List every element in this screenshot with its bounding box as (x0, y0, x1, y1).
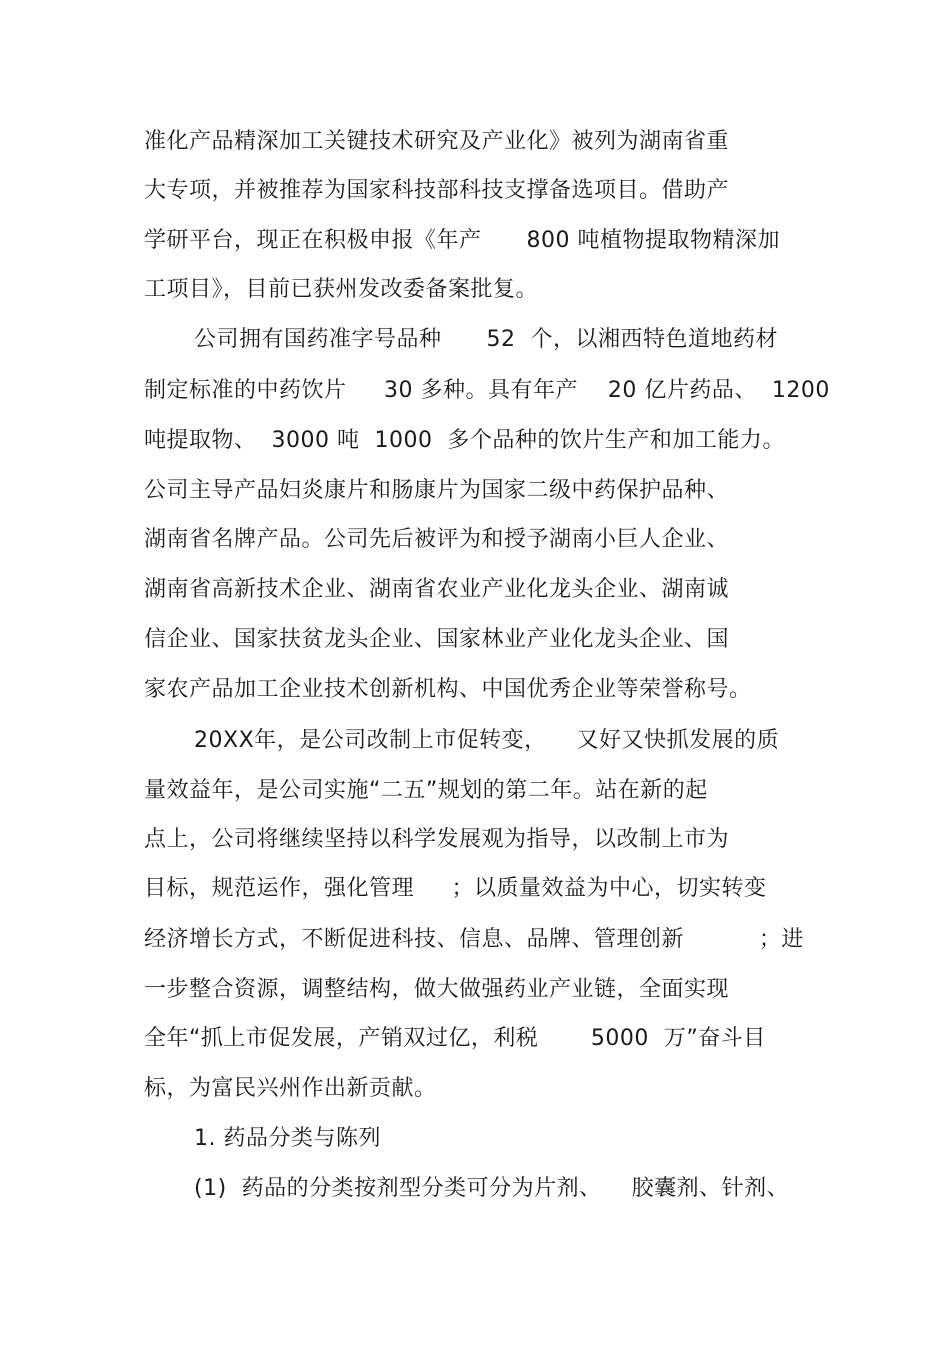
text-line: 公司拥有国药准字号品种 52 个，以湘西特色道地药材 (194, 327, 778, 352)
text-line: 湖南省名牌产品。公司先后被评为和授予湖南小巨人企业、 (144, 527, 730, 552)
text-line: (1) 药品的分类按剂型分类可分为片剂、 胶囊剂、针剂、 (194, 1176, 790, 1201)
text-line: 一步整合资源，调整结构，做大做强药业产业链，全面实现 (144, 977, 730, 1002)
text-line: 经济增长方式，不断促进科技、信息、品牌、管理创新 ；进 (144, 927, 804, 952)
text-line: 20XX年，是公司改制上市促转变， 又好又快抓发展的质 (194, 728, 780, 753)
text-line: 湖南省高新技术企业、湖南省农业产业化龙头企业、湖南诚 (144, 577, 730, 602)
text-line: 量效益年，是公司实施“二五”规划的第二年。站在新的起 (144, 778, 708, 803)
text-line: 点上，公司将继续坚持以科学发展观为指导，以改制上市为 (144, 827, 730, 852)
text-line: 大专项，并被推荐为国家科技部科技支撑备选项目。借助产 (144, 178, 730, 203)
text-line: 公司主导产品妇炎康片和肠康片为国家二级中药保护品种、 (144, 478, 730, 503)
text-line: 家农产品加工企业技术创新机构、中国优秀企业等荣誉称号。 (144, 677, 752, 702)
text-line: 吨提取物、 3000 吨 1000 多个品种的饮片生产和加工能力。 (144, 428, 785, 453)
section-heading: 1. 药品分类与陈列 (194, 1126, 381, 1151)
text-line: 目标，规范运作，强化管理 ；以质量效益为中心，切实转变 (144, 876, 767, 901)
text-line: 制定标准的中药饮片 30 多种。具有年产 20 亿片药品、 1200 (144, 378, 830, 403)
text-line: 全年“抓上市促发展，产销双过亿，利税 5000 万”奋斗目 (144, 1026, 766, 1051)
text-line: 工项目》，目前已获州发改委备案批复。 (144, 277, 539, 302)
text-line: 标，为富民兴州作出新贡献。 (144, 1076, 437, 1101)
text-line: 学研平台，现正在积极申报《年产 800 吨植物提取物精深加 (144, 228, 780, 253)
text-line: 信企业、国家扶贫龙头企业、国家林业产业化龙头企业、国 (144, 627, 730, 652)
text-line: 准化产品精深加工关键技术研究及产业化》被列为湖南省重 (144, 129, 730, 154)
